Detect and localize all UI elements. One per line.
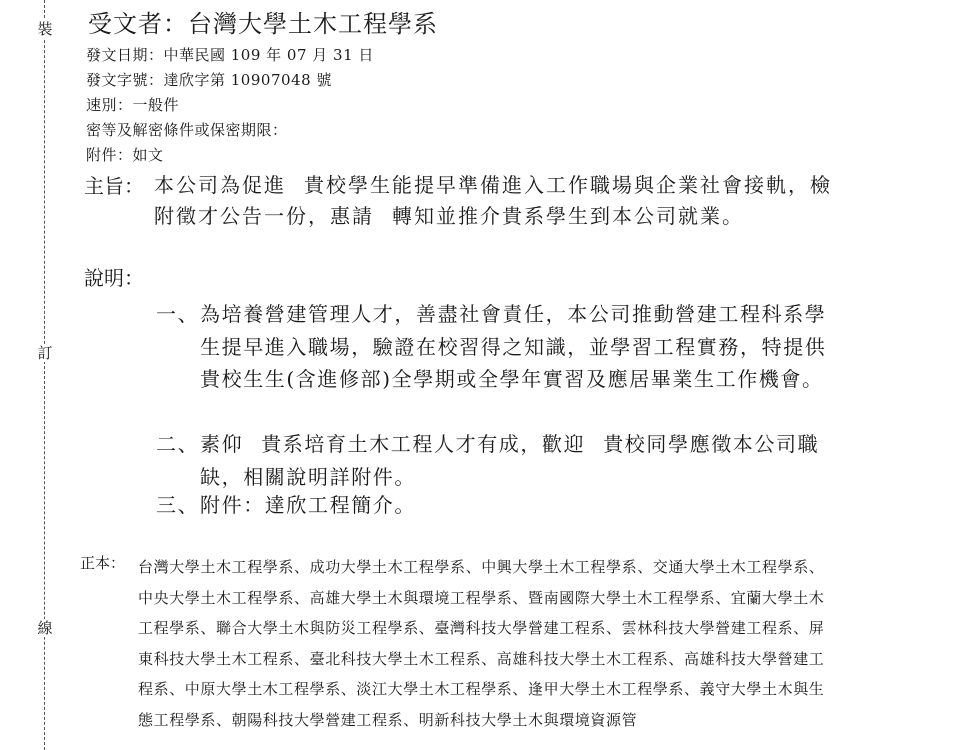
binding-char-zhuang: 裝 (37, 20, 53, 38)
explanation-label: 說明： (84, 266, 144, 290)
subject-part-1: 本公司為促進 (154, 173, 286, 197)
item-1-part-1: 為培養營建管理人才，善盡社會責任，本公司推動營建工程科系學生提早進入職場，驗證在校習得之知識，並學習工程實務，特提供 (200, 302, 827, 359)
subject-part-2: 貴校學生能提早準備進入工作職場與企業社會接軌，檢附徵才公告一份，惠請 (154, 173, 832, 228)
subject-part-3: 轉知並推介貴系學生到本公司就業。 (392, 204, 744, 228)
explanation-item-2 (156, 428, 846, 493)
binding-char-ding: 訂 (37, 344, 53, 362)
issue-date: 發文日期：中華民國 109 年 07 月 31 日 (86, 46, 374, 64)
item-1-part-2: 貴校生生(含進修部)全學期或全學年實習及應居畢業生工作機會。 (200, 367, 824, 391)
item-number: 一、 (156, 302, 200, 326)
cc-label: 正本： (80, 554, 126, 572)
cc-recipients: 台灣大學土木工程學系、成功大學土木工程學系、中興大學土木工程學系、交通大學土木工程學系、中央大學土木工程學系、高雄大學土木與環境工程學系、暨南國際大學土木工程學系、宜蘭大學土木工程學系、聯合大學土木與防災工程學系、臺灣科技大學營建工程系、雲林科技大學營建工程系、屏東科技大學土木工程系、臺北科技大學土木工程系、高雄科技大學土木工程系、高雄科技大學營建工程系、中原大學土木工程學系、淡江大學土木工程學系、逢甲大學土木工程學系、義守大學土木與生態工程學系、朝陽科技大學營建工程系、明新科技大學土木與環境資源管 (138, 558, 825, 729)
recipient: 受文者：台灣大學土木工程學系 (88, 10, 438, 38)
subject-text (154, 170, 844, 232)
binding-line (44, 0, 45, 750)
item-3-part-1: 附件：達欣工程簡介。 (200, 493, 416, 517)
secrecy-level: 密等及解密條件或保密期限： (86, 121, 288, 139)
item-number: 三、 (156, 493, 200, 517)
explanation-item-1 (156, 298, 846, 396)
attachment-note: 附件：如文 (86, 146, 164, 164)
delivery-speed: 速別：一般件 (86, 96, 180, 114)
explanation-item-3 (156, 489, 846, 522)
item-2-part-3: 貴校同學應徵本公司職缺，相關說明詳附件。 (200, 432, 820, 489)
subject-label: 主旨： (84, 174, 144, 198)
issue-number: 發文字號：達欣字第 10907048 號 (86, 71, 332, 89)
item-2-part-2: 貴系培育土木工程人才有成，歡迎 (261, 432, 586, 456)
item-2-part-1: 素仰 (200, 432, 244, 456)
binding-char-xian: 線 (37, 619, 53, 637)
item-number: 二、 (156, 432, 200, 456)
